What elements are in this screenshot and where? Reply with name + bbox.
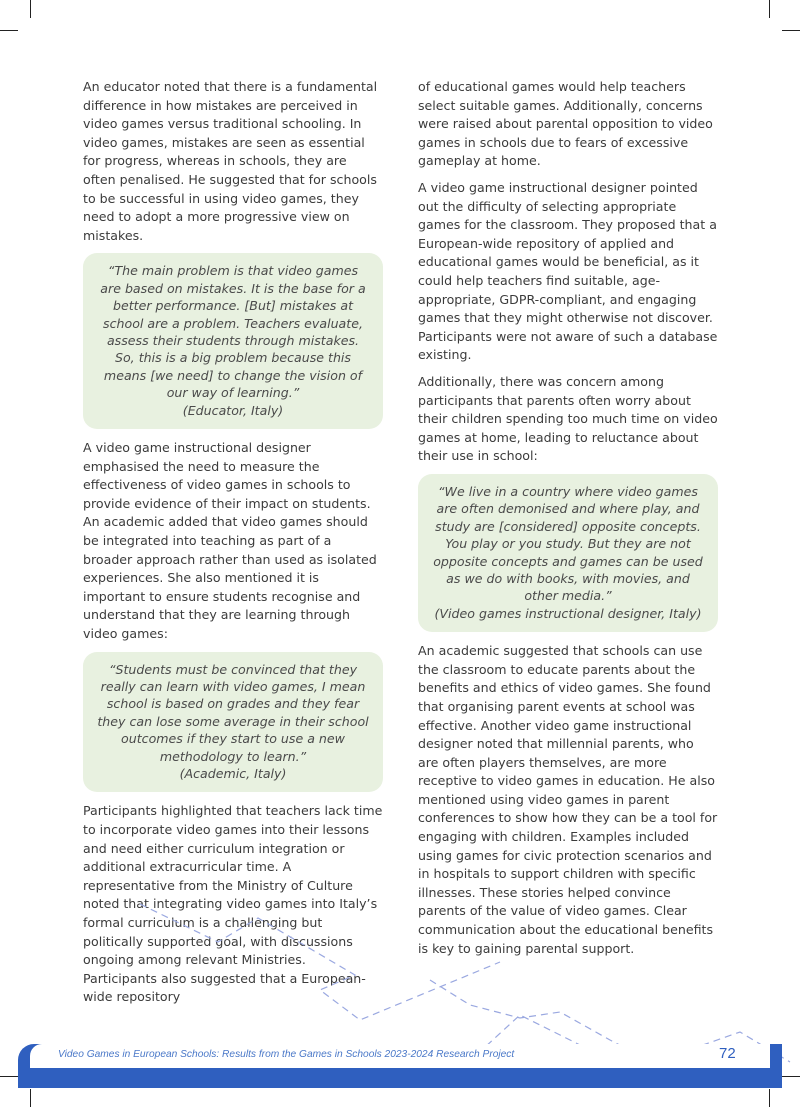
left-quote-2 (83, 652, 383, 793)
right-column (418, 78, 718, 966)
left-column (83, 78, 383, 1015)
page-number: 72 (719, 1045, 736, 1062)
left-quote-1 (83, 253, 383, 429)
right-paragraph-2: A video game instructional designer pointed out the difficulty of selecting appropriate games for the classroom. They proposed that a European-wide repository of applied and educational games would be beneficial, as it could help teachers find suitable, age-appropriate, GDPR-compliant, and engaging games that they might otherwise not discover. Participants were not aware of such a database existing. (418, 179, 718, 363)
left-paragraph-3: Participants highlighted that teachers lack time to incorporate video games into their lessons and need either curriculum integration or additional extracurricular time. A representative from the Ministry of Culture noted that integrating video games into Italy’s formal curriculum is a challenging but politically supported goal, with discussions ongoing among relevant Ministries. Participants also suggested that a European-wide repository (83, 803, 383, 1005)
quote-text: “The main problem is that video games are based on mistakes. It is the base for a better performance. [But] mistakes at school are a problem. Teachers evaluate, assess their students through mistakes. So, this is a big problem because this means [we need] to change the vision of our way of learning.” (100, 263, 366, 401)
crop-mark-top-right-h (782, 30, 800, 31)
crop-mark-bottom-right-v (769, 1089, 770, 1107)
quote-attribution: (Educator, Italy) (182, 402, 284, 418)
right-paragraph-3: Additionally, there was concern among participants that parents often worry about their children spending too much time on video games at home, leading to reluctance about their use in school: (418, 373, 718, 464)
crop-mark-top-left-v (30, 0, 31, 18)
left-paragraph-1: An educator noted that there is a fundamental difference in how mistakes are perceived in video games versus traditional schooling. In video games, mistakes are seen as essential for progress, whereas in schools, they are often penalised. He suggested that for schools to be successful in using video games, they need to adopt a more progressive view on mistakes. (83, 79, 378, 243)
quote-text: “We live in a country where video games are often demonised and where play, and study are [considered] opposite concepts. You play or you study. But they are not opposite concepts and games can be used as we do with books, with movies, and other media.” (433, 483, 703, 604)
quote-text: “Students must be convinced that they really can learn with video games, I mean school is based on grades and they fear they can lose some average in their school outcomes if they start to use a new methodology to learn.” (97, 661, 369, 764)
left-paragraph-2: A video game instructional designer emphasised the need to measure the effectiveness of video games in schools to provide evidence of their impact on students. An academic added that video games should be integrated into teaching as part of a broader approach rather than used as isolated experiences. She also mentioned it is important to ensure students recognise and understand that they are learning through video games: (83, 440, 377, 641)
right-paragraph-1: of educational games would help teachers select suitable games. Additionally, concerns were raised about parental opposition to video games in schools due to fears of excessive gameplay at home. (418, 79, 713, 169)
right-quote-1 (418, 474, 718, 632)
crop-mark-top-left-h (0, 30, 18, 31)
quote-attribution: (Academic, Italy) (179, 765, 287, 781)
footer-title: Video Games in European Schools: Results from the Games in Schools 2023-2024 Research Project (58, 1049, 515, 1060)
crop-mark-top-right-v (769, 0, 770, 18)
quote-attribution: (Video games instructional designer, Italy) (434, 605, 702, 621)
right-paragraph-4: An academic suggested that schools can use the classroom to educate parents about the benefits and ethics of video games. She found that organising parent events at school was effective. Another video game instructional designer noted that millennial parents, who are often players themselves, are more receptive to video games in education. He also mentioned using video games in parent conferences to show how they can be a tool for engaging with children. Examples included using games for civic protection scenarios and in hospitals to support children with specific illnesses. These stories helped convince parents of the value of video games. Clear communication about the educational benefits is key to gaining parental support. (418, 643, 718, 956)
crop-mark-bottom-left-v (30, 1089, 31, 1107)
